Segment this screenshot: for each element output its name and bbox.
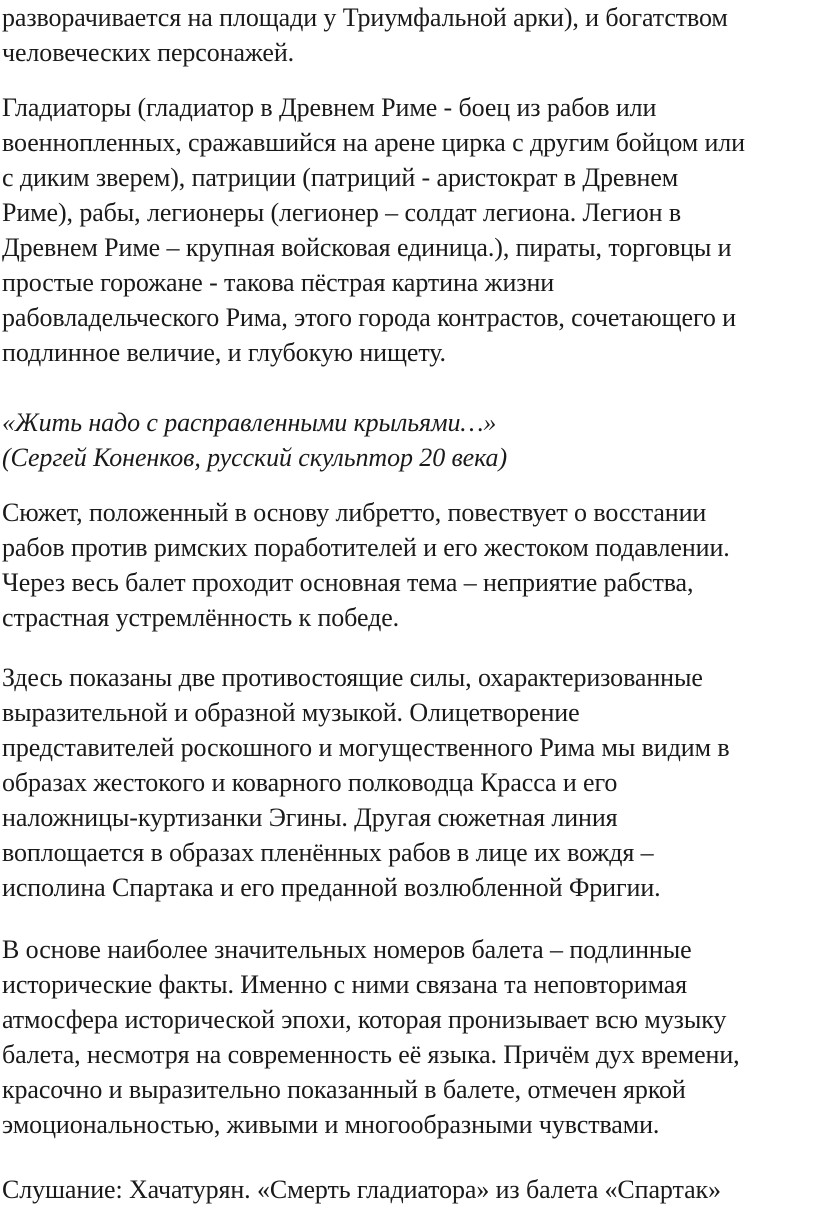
text-line: рабов против римских поработителей и его жестоком подавлении. (2, 533, 730, 562)
text-line: атмосфера исторической эпохи, которая пронизывает всю музыку (2, 1005, 727, 1034)
paragraph-historical-facts (2, 932, 816, 1142)
text-line: разворачивается на площади у Триумфальной арки), и богатством (2, 3, 728, 32)
text-line: рабовладельческого Рима, этого города контрастов, сочетающего и (2, 303, 736, 332)
text-line: воплощается в образах пленённых рабов в лице их вождя – (2, 838, 654, 867)
text-line: наложницы-куртизанки Эгины. Другая сюжетная линия (2, 803, 618, 832)
text-line: с диким зверем), патриции (патриций - аристократ в Древнем (2, 163, 679, 192)
text-line: представителей роскошного и могущественного Рима мы видим в (2, 733, 730, 762)
paragraph-listening (2, 1172, 816, 1207)
text-line: страстная устремлённость к победе. (2, 603, 400, 632)
quote-attribution: (Сергей Коненков, русский скульптор 20 века) (2, 443, 507, 472)
text-line: Древнем Риме – крупная войсковая единица.), пираты, торговцы и (2, 233, 732, 262)
quote-text: «Жить надо с расправленными крыльями…» (2, 408, 497, 437)
text-line: красочно и выразительно показанный в балете, отмечен яркой (2, 1075, 686, 1104)
paragraph-intro-continuation (2, 0, 816, 70)
text-line: простые горожане - такова пёстрая картина жизни (2, 268, 555, 297)
text-line: Через весь балет проходит основная тема – неприятие рабства, (2, 568, 694, 597)
quote-epigraph (2, 405, 816, 475)
text-line: исторические факты. Именно с ними связана та неповторимая (2, 970, 688, 999)
text-line: образах жестокого и коварного полководца Красса и его (2, 768, 618, 797)
text-line: Риме), рабы, легионеры (легионер – солдат легиона. Легион в (2, 198, 682, 227)
text-line: военнопленных, сражавшийся на арене цирка с другим бойцом или (2, 128, 745, 157)
text-line: выразительной и образной музыкой. Олицетворение (2, 698, 580, 727)
text-line: Гладиаторы (гладиатор в Древнем Риме - боец из рабов или (2, 93, 657, 122)
text-line: исполина Спартака и его преданной возлюбленной Фригии. (2, 873, 661, 902)
paragraph-plot (2, 495, 816, 635)
text-line: В основе наиболее значительных номеров балета – подлинные (2, 935, 692, 964)
text-line: балета, несмотря на современность её языка. Причём дух времени, (2, 1040, 740, 1069)
text-line: подлинное величие, и глубокую нищету. (2, 338, 446, 367)
text-line: Здесь показаны две противостоящие силы, охарактеризованные (2, 663, 703, 692)
paragraph-opposing-forces (2, 660, 816, 905)
paragraph-characters (2, 90, 816, 370)
text-line: человеческих персонажей. (2, 38, 295, 67)
text-line: эмоциональностью, живыми и многообразными чувствами. (2, 1110, 660, 1139)
text-line: Сюжет, положенный в основу либретто, повествует о восстании (2, 498, 707, 527)
text-line: Слушание: Хачатурян. «Смерть гладиатора» из балета «Спартак» (2, 1175, 721, 1204)
